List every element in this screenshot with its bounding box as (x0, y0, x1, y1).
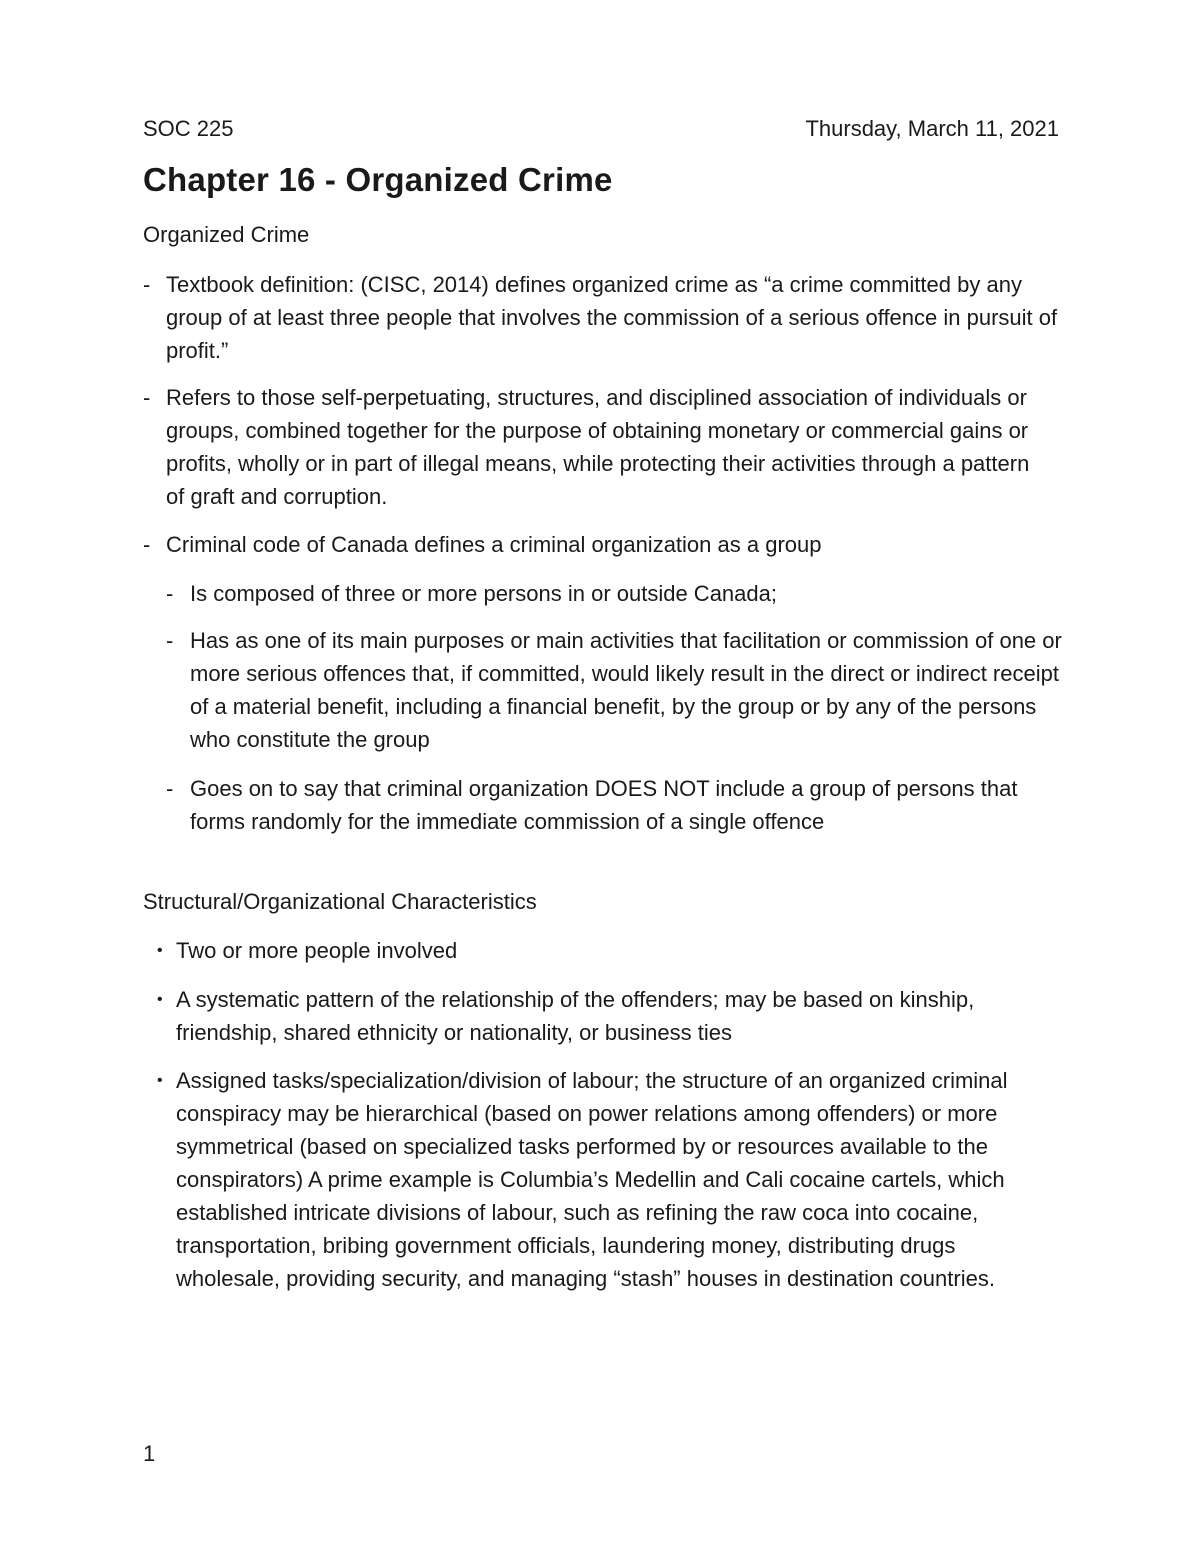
dash-marker: - (143, 272, 151, 297)
course-code: SOC 225 (143, 116, 234, 141)
list-item-textbook-definition: Textbook definition: (CISC, 2014) defines organized crime as “a crime committed by any group of at least three people that involves the commission of a serious offence in pursuit of profit.” (166, 272, 1058, 363)
section-heading-structural-characteristics: Structural/Organizational Characteristics (143, 889, 537, 914)
bullet-marker: • (157, 1072, 163, 1089)
list-item-criminal-code: Criminal code of Canada defines a criminal organization as a group (166, 532, 822, 557)
section-heading-organized-crime: Organized Crime (143, 222, 310, 247)
sub-item-does-not-include: Goes on to say that criminal organization DOES NOT include a group of persons that forms randomly for the immediate commission of a single offence (190, 776, 1018, 834)
list-item-systematic-pattern: A systematic pattern of the relationship of the offenders; may be based on kinship, friendship, shared ethnicity or nationality, or business ties (176, 987, 975, 1045)
dash-marker: - (143, 385, 151, 410)
list-item-two-or-more: Two or more people involved (176, 938, 458, 963)
sub-item-main-purposes: Has as one of its main purposes or main activities that facilitation or commission of one or more serious offences that, if committed, would likely result in the direct or indirect receipt of a material benefit, including a financial benefit, by the group or by any of the persons who constitute the group (190, 628, 1062, 752)
bullet-marker: • (157, 942, 163, 959)
dash-marker: - (166, 776, 174, 801)
dash-marker: - (166, 581, 174, 606)
dash-marker: - (166, 628, 174, 653)
page-title: Chapter 16 - Organized Crime (143, 161, 613, 198)
list-item-refers-to: Refers to those self-perpetuating, structures, and disciplined association of individuals or groups, combined together for the purpose of obtaining monetary or commercial gains or profits, wholly or in part of illegal means, while protecting their activities through a pattern of graft and corruption. (166, 385, 1030, 509)
list-item-assigned-tasks: Assigned tasks/specialization/division of labour; the structure of an organized criminal conspiracy may be hierarchical (based on power relations among offenders) or more symmetrical (based on specialized tasks performed by or resources available to the conspirators) A prime example is Columbia’s Medellin and Cali cocaine cartels, which established intricate divisions of labour, such as refining the raw coca into cocaine, transportation, bribing government officials, laundering money, distributing drugs wholesale, providing security, and managing “stash” houses in destination countries. (176, 1068, 1008, 1291)
page-header (143, 116, 1059, 148)
page-number: 1 (143, 1441, 156, 1466)
sub-item-composed-of: Is composed of three or more persons in or outside Canada; (190, 581, 777, 606)
lecture-date: Thursday, March 11, 2021 (805, 116, 1059, 141)
dash-marker: - (143, 532, 151, 557)
bullet-marker: • (157, 991, 163, 1008)
